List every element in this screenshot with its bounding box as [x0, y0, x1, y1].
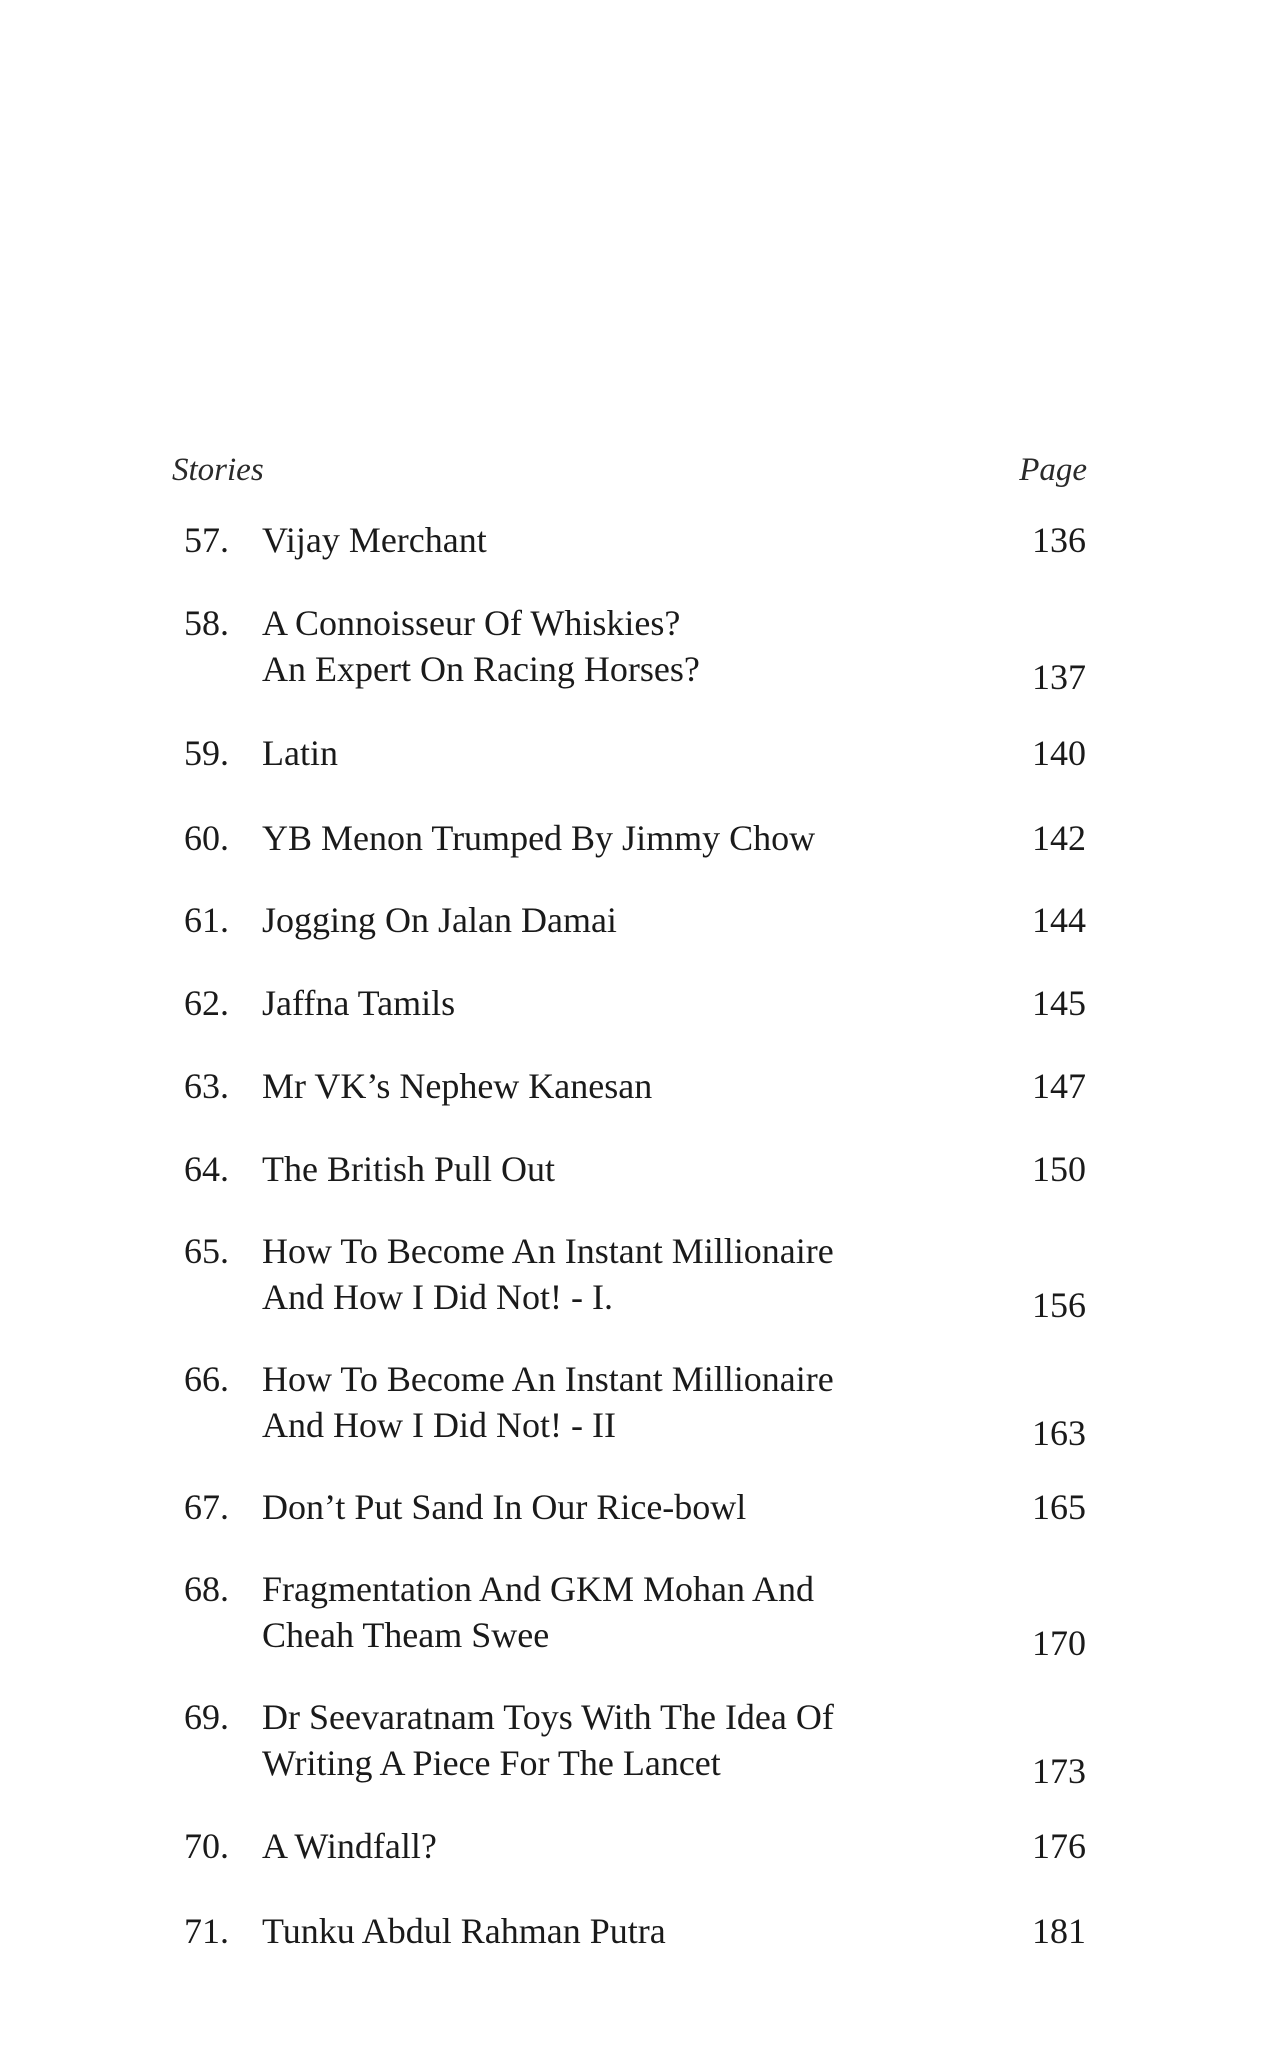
entry-title-line: YB Menon Trumped By Jimmy Chow — [262, 818, 816, 858]
entry-title-line: A Connoisseur Of Whiskies? — [262, 603, 681, 643]
entry-title-line: The British Pull Out — [262, 1149, 556, 1189]
entry-page-number: 145 — [1032, 983, 1086, 1023]
entry-title — [262, 1063, 962, 1109]
entry-page-number: 142 — [1032, 818, 1086, 858]
entry-title-line: A Windfall? — [262, 1826, 437, 1866]
entry-title — [262, 815, 962, 861]
entry-title — [262, 980, 962, 1026]
entry-title-line: Mr VK’s Nephew Kanesan — [262, 1066, 653, 1106]
entry-title-line: Fragmentation And GKM Mohan And — [262, 1569, 814, 1609]
entry-title-line: An Expert On Racing Horses? — [262, 649, 700, 689]
entry-title — [262, 517, 962, 563]
entry-title — [262, 1146, 962, 1192]
entry-title — [262, 1694, 962, 1786]
entry-number: 61. — [184, 900, 229, 940]
entry-number: 59. — [184, 733, 229, 773]
entry-title-line: Dr Seevaratnam Toys With The Idea Of — [262, 1697, 834, 1737]
entry-title-line: Cheah Theam Swee — [262, 1615, 550, 1655]
entry-page-number: 140 — [1032, 733, 1086, 773]
page-column-header: Page — [1019, 452, 1087, 488]
entry-page-number: 156 — [1032, 1285, 1086, 1325]
entry-number: 70. — [184, 1826, 229, 1866]
entry-number: 69. — [184, 1697, 229, 1737]
entry-title-line: And How I Did Not! - II — [262, 1405, 616, 1445]
entry-page-number: 165 — [1032, 1487, 1086, 1527]
entry-page-number: 150 — [1032, 1149, 1086, 1189]
entry-number: 60. — [184, 818, 229, 858]
entry-page-number: 147 — [1032, 1066, 1086, 1106]
entry-title-line: Writing A Piece For The Lancet — [262, 1743, 721, 1783]
entry-page-number: 173 — [1032, 1751, 1086, 1791]
entry-page-number: 163 — [1032, 1413, 1086, 1453]
entry-page-number: 144 — [1032, 900, 1086, 940]
entry-number: 57. — [184, 520, 229, 560]
entry-number: 58. — [184, 603, 229, 643]
entry-title — [262, 897, 962, 943]
entry-page-number: 181 — [1032, 1911, 1086, 1951]
entry-title — [262, 1484, 962, 1530]
entry-number: 67. — [184, 1487, 229, 1527]
entry-title-line: Jogging On Jalan Damai — [262, 900, 617, 940]
entry-title — [262, 1823, 962, 1869]
entry-number: 62. — [184, 983, 229, 1023]
entry-title-line: Latin — [262, 733, 338, 773]
entry-title — [262, 730, 962, 776]
stories-column-header: Stories — [172, 452, 264, 488]
entry-page-number: 176 — [1032, 1826, 1086, 1866]
entry-page-number: 170 — [1032, 1623, 1086, 1663]
entry-title-line: And How I Did Not! - I. — [262, 1277, 613, 1317]
entry-title-line: How To Become An Instant Millionaire — [262, 1359, 834, 1399]
entry-title — [262, 1228, 962, 1320]
entry-title — [262, 600, 962, 692]
entry-number: 68. — [184, 1569, 229, 1609]
entry-title-line: How To Become An Instant Millionaire — [262, 1231, 834, 1271]
entry-title-line: Jaffna Tamils — [262, 983, 456, 1023]
entry-number: 71. — [184, 1911, 229, 1951]
entry-title-line: Vijay Merchant — [262, 520, 487, 560]
entry-page-number: 136 — [1032, 520, 1086, 560]
entry-title-line: Don’t Put Sand In Our Rice-bowl — [262, 1487, 747, 1527]
entry-number: 64. — [184, 1149, 229, 1189]
entry-number: 63. — [184, 1066, 229, 1106]
entry-number: 66. — [184, 1359, 229, 1399]
entry-page-number: 137 — [1032, 657, 1086, 697]
entry-title — [262, 1566, 962, 1658]
entry-title-line: Tunku Abdul Rahman Putra — [262, 1911, 666, 1951]
entry-number: 65. — [184, 1231, 229, 1271]
entry-title — [262, 1356, 962, 1448]
entry-title — [262, 1908, 962, 1954]
